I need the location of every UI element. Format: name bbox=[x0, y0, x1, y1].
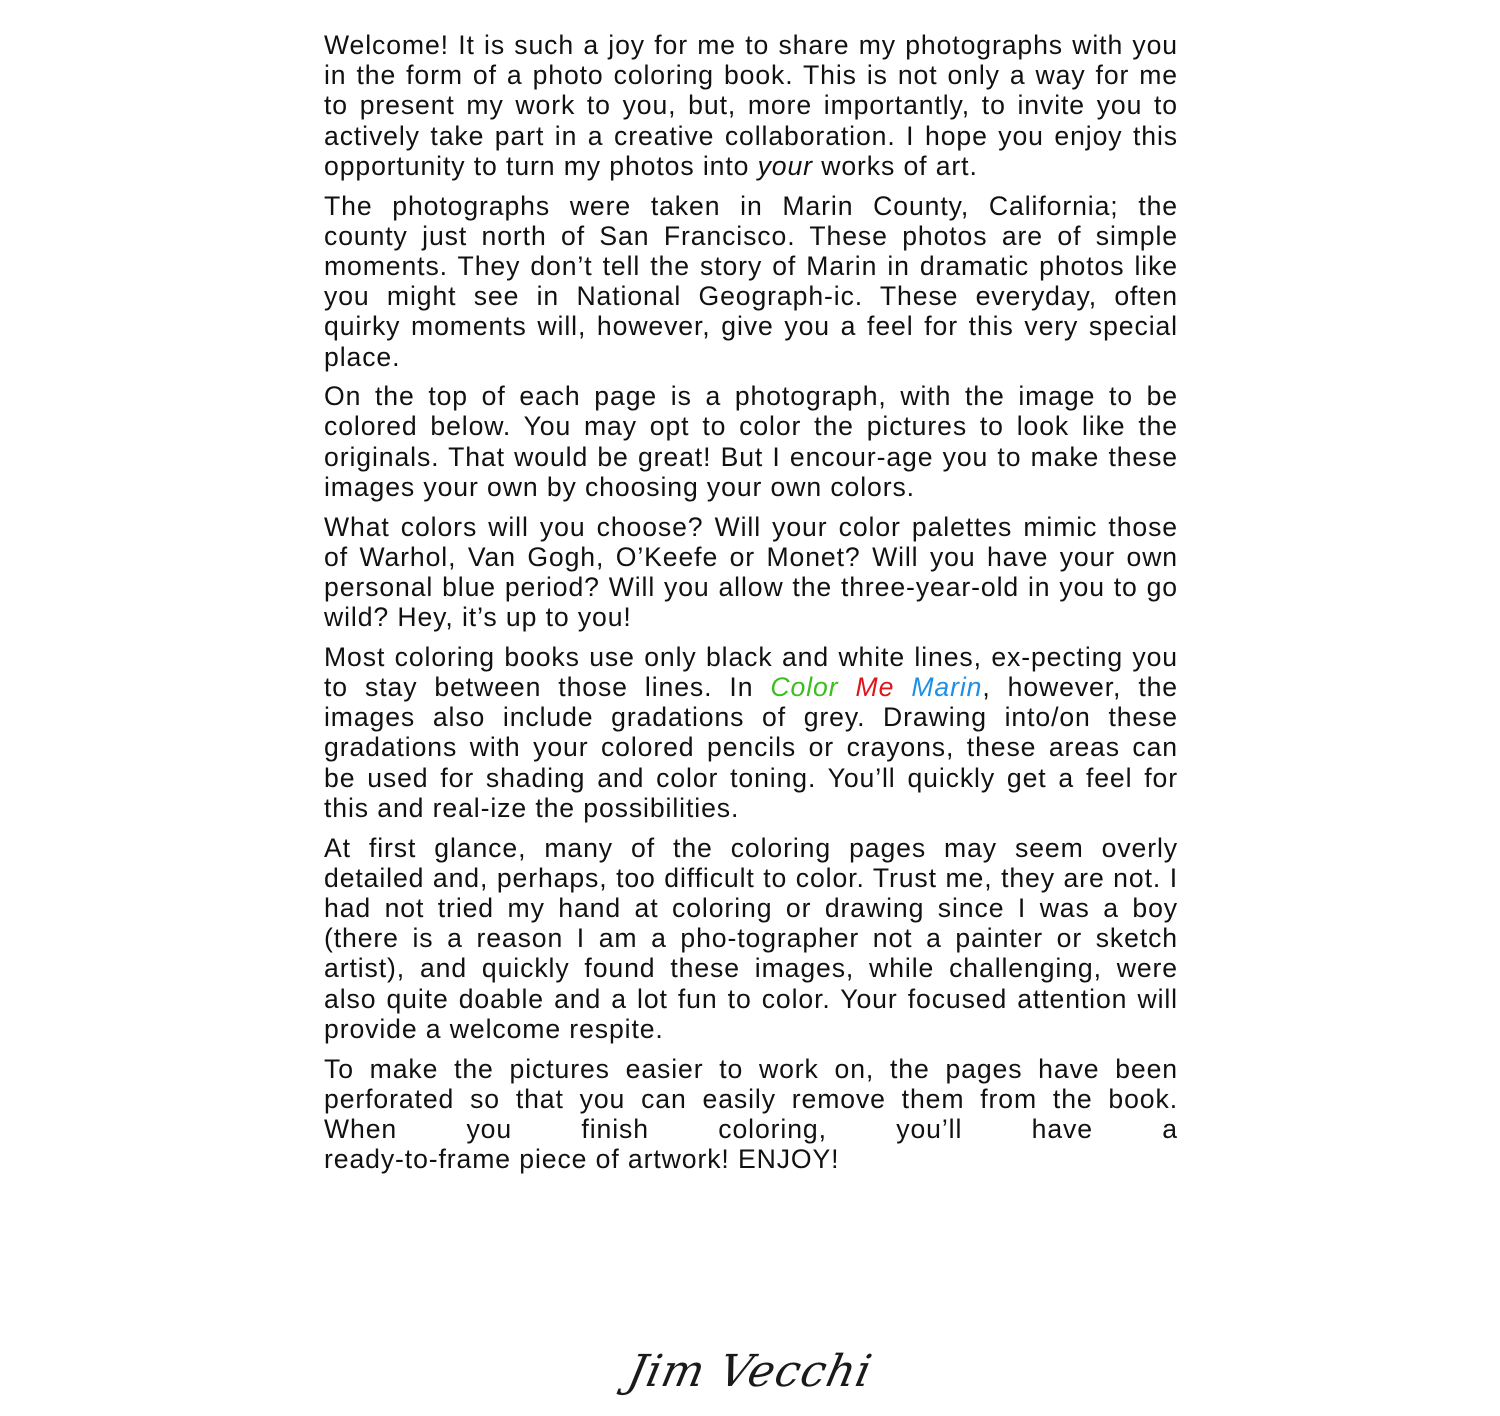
book-title-me: Me bbox=[855, 672, 895, 703]
welcome-text: Welcome! It is such a joy for me to share my photographs with you in the form of a photo coloring book. This is not only a way for me to present my work to you, but, more importantly, to invite you to actively take part in a creative collaboration. I hope you enjoy this opportunity to turn my photos into bbox=[324, 30, 1178, 181]
paragraph-welcome bbox=[324, 30, 1178, 181]
gradations-text: Most coloring books use only black and white lines, ex-pecting you to stay between those lines. In bbox=[324, 641, 1178, 703]
emphasis-your: your bbox=[757, 150, 813, 181]
book-title-color: Color bbox=[770, 672, 839, 703]
book-title-marin: Marin bbox=[911, 672, 983, 703]
author-signature: Jim Vecchi bbox=[623, 1346, 877, 1397]
paragraph-marin-county: The photographs were taken in Marin County, California; the county just north of San Francisco. These photos are of simple moments. They don’t tell the story of Marin in dramatic photos like you might see in National Geograph-ic. These everyday, often quirky moments will, however, give you a feel for this very special place. bbox=[324, 190, 1178, 372]
paragraph-perforated: To make the pictures easier to work on, the pages have been perforated so that you can easily remove them from the book. When you finish coloring, you’ll have a bbox=[324, 1053, 1178, 1144]
welcome-text-end: works of art. bbox=[812, 150, 978, 181]
paragraph-perforated-end: ready-to-frame piece of artwork! ENJOY! bbox=[324, 1144, 840, 1175]
paragraph-difficulty: At first glance, many of the coloring pages may seem overly detailed and, perhaps, too difficult to color. Trust me, they are not. I had not tried my hand at coloring or drawing since I was a boy (there is a reason I am a pho-tographer not a painter or sketch artist), and quickly found these images, while challenging, were also quite doable and a lot fun to color. Your focused attention will provide a welcome respite. bbox=[324, 832, 1178, 1044]
paragraph-page-layout: On the top of each page is a photograph, with the image to be colored below. You may opt to color the pictures to look like the originals. That would be great! But I encour-age you to make these images your own by choosing your own colors. bbox=[324, 381, 1178, 502]
paragraph-gradations bbox=[324, 642, 1178, 823]
paragraph-color-choice: What colors will you choose? Will your color palettes mimic those of Warhol, Van Gogh, O’Keefe or Monet? Will you have your own personal blue period? Will you allow the three-year-old in you to go wild? Hey, it’s up to you! bbox=[324, 511, 1178, 633]
intro-letter bbox=[324, 30, 1178, 1184]
gradations-text-end: , however, the images also include gradations of grey. Drawing into/on these gradations with your colored pencils or crayons, these areas can be used for shading and color toning. You’ll quickly get a feel for this and real-ize the possibilities. bbox=[324, 672, 1178, 823]
